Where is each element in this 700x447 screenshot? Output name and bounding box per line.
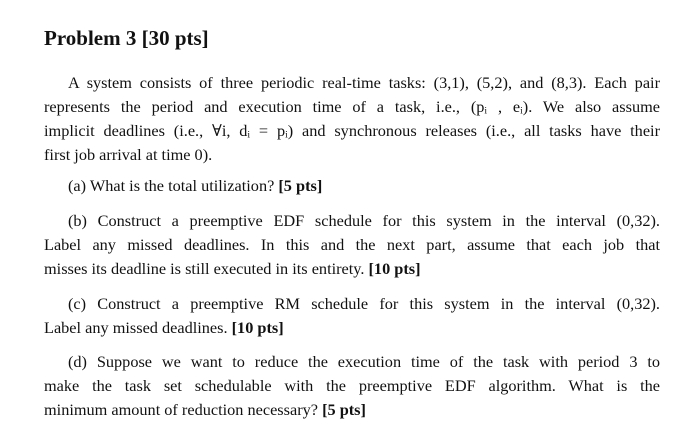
statement-line: first job arrival at time 0). — [44, 145, 213, 164]
question-line: minimum amount of reduction necessary? [5 pts] — [44, 400, 366, 419]
problem-title: Problem 3 [30 pts] — [44, 26, 209, 50]
question-d — [44, 350, 660, 422]
statement-line: implicit deadlines (i.e., ∀i, dᵢ = pᵢ) and synchronous releases (i.e., all tasks have their — [44, 121, 660, 140]
statement-line: A system consists of three periodic real-time tasks: (3,1), (5,2), and (8,3). Each pair — [68, 73, 660, 92]
problem-statement — [44, 71, 660, 167]
question-line: (a) What is the total utilization? [5 pts] — [68, 176, 323, 195]
question-line: (b) Construct a preemptive EDF schedule for this system in the interval (0,32). — [68, 211, 660, 230]
question-line: Label any missed deadlines. [10 pts] — [44, 318, 284, 337]
question-line: (c) Construct a preemptive RM schedule for this system in the interval (0,32). — [68, 294, 660, 313]
points-label: [10 pts] — [231, 318, 284, 337]
question-line: Label any missed deadlines. In this and the next part, assume that each job that — [44, 235, 660, 254]
question-a — [44, 174, 660, 198]
question-c — [44, 292, 660, 340]
points-label: [10 pts] — [368, 259, 421, 278]
question-b — [44, 209, 660, 281]
points-label: [5 pts] — [278, 176, 323, 195]
question-line: misses its deadline is still executed in its entirety. [10 pts] — [44, 259, 421, 278]
question-line: (d) Suppose we want to reduce the execution time of the task with period 3 to — [68, 352, 660, 371]
statement-line: represents the period and execution time of a task, i.e., (pᵢ , eᵢ). We also assume — [44, 97, 660, 116]
question-line: make the task set schedulable with the preemptive EDF algorithm. What is the — [44, 376, 660, 395]
points-label: [5 pts] — [322, 400, 366, 419]
